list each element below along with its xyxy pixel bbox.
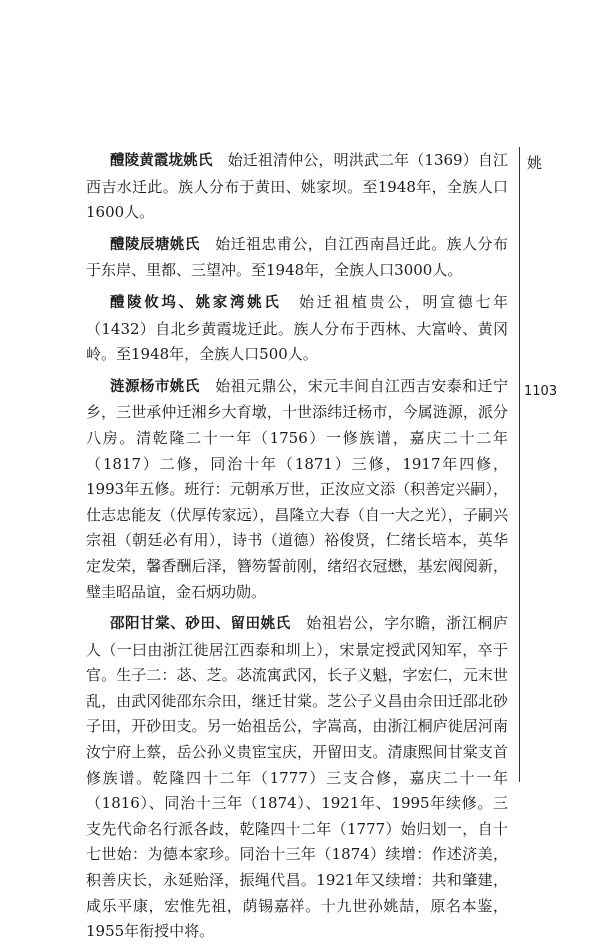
entry-paragraph xyxy=(86,611,508,945)
entry-paragraph xyxy=(86,374,508,605)
surname-header: 姚 xyxy=(527,154,543,172)
page-number: 1103 xyxy=(524,384,558,399)
entry-text: 始迁祖植贵公，明宣德七年（1432）自北乡黄霞垅迁此。族人分布于西林、大富岭、黄冈岭。至1948年，全族人口500人。 xyxy=(86,292,508,364)
entry-text: 始迁祖忠甫公，自江西南昌迁此。族人分布于东岸、里都、三望冲。至1948年，全族人口3000人。 xyxy=(86,234,508,280)
entry-text: 始迁祖清仲公，明洪武二年（1369）自江西吉水迁此。族人分布于黄田、姚家坝。至1948年，全族人口1600人。 xyxy=(86,151,508,222)
clan-name: 醴陵攸坞、姚家湾姚氏 xyxy=(110,294,282,311)
document-body xyxy=(86,148,508,945)
clan-name: 醴陵辰塘姚氏 xyxy=(110,236,200,253)
entry-paragraph xyxy=(86,148,508,226)
clan-name: 邵阳甘棠、砂田、留田姚氏 xyxy=(110,616,291,633)
entry-text: 始祖岩公，字尔瞻，浙江桐庐人（一曰由浙江徙居江西泰和圳上），宋景定授武冈知军，卒于官。生子二：苾、芝。苾流寓武冈，长子义魁，字宏仁，元末世乱，由武冈徙邵东佘田，继迁甘棠。芝公子义昌由佘田迁邵北砂子田，开砂田支。另一始祖岳公，字嵩高，由浙江桐庐徙居河南汝宁府上蔡，岳公孙义贵宦宝庆，开留田支。清康熙间甘棠支首修族谱。乾隆四十二年（1777）三支合修，嘉庆二十一年（1816）、同治十三年（1874）、1921年、1995年续修。三支先代命名行派各歧，乾隆四十二年（1777）始归划一，自十七世始：为德本家珍。同治十三年（1874）续增：作述济美，积善庆长，永延贻泽，振绳代昌。1921年又续增：共和肇建，咸乐平康，宏惟先祖，荫锡嘉祥。十九世孙姚喆，原名本鉴，1955年衔授中将。 xyxy=(86,614,508,941)
entry-paragraph xyxy=(86,290,508,368)
clan-name: 醴陵黄霞垅姚氏 xyxy=(110,153,213,169)
entry-paragraph xyxy=(86,232,508,284)
margin-divider xyxy=(519,147,520,782)
clan-name: 涟源杨市姚氏 xyxy=(110,378,200,395)
entry-text: 始祖元鼎公，宋元丰间自江西吉安泰和迁宁乡，三世承仲迁湘乡大育墩，十世添纬迁杨市，今属涟源，派分八房。清乾隆二十一年（1756）一修族谱，嘉庆二十二年（1817）二修，同治十年（1871）三修，1917年四修，1993年五修。班行：元朝承万世，正汝应文添（积善定兴嗣），仕志忠能友（伏厚传家远），昌隆立大春（自一大之光），子嗣兴宗祖（朝廷必有用），诗书（道德）裕俊贤，仁绪长培本，英华定发荣，馨香酬后泽，簪笏誓前刚，绪绍衣冠懋，基宏阀阅新，璧圭昭品谊，金石炳功勋。 xyxy=(86,376,508,601)
